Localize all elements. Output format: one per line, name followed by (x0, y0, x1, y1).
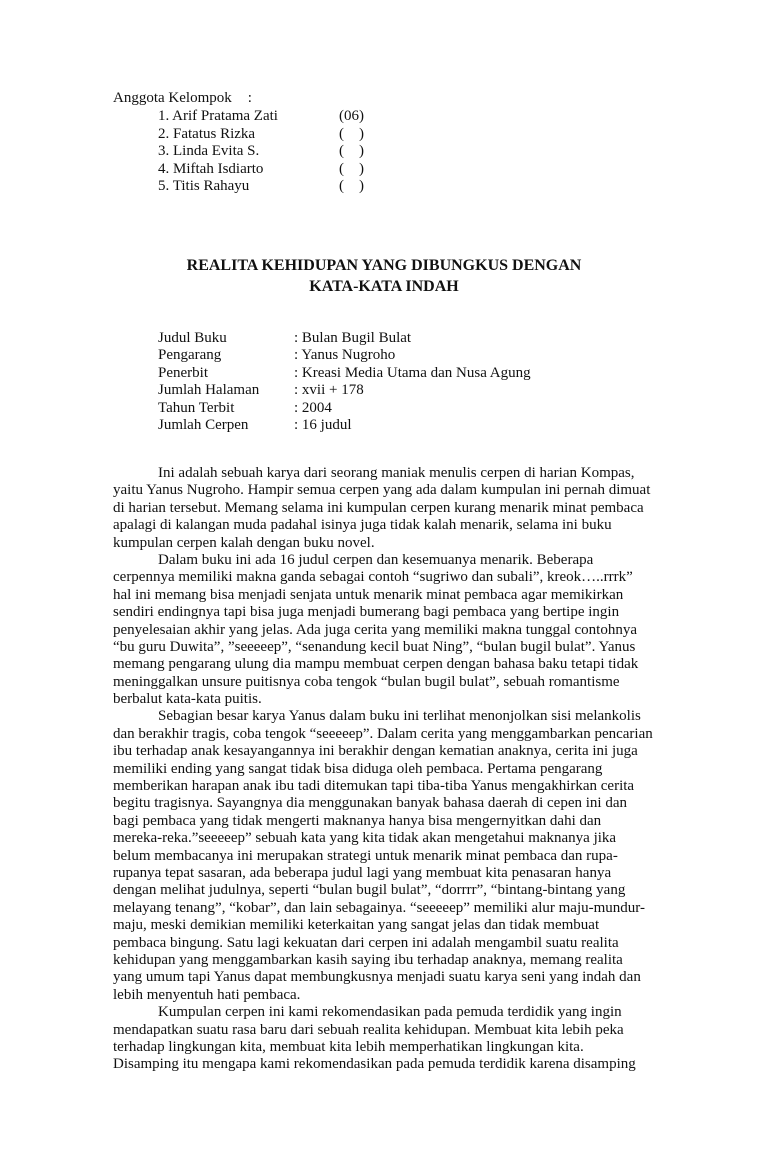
paragraph-line: kehidupan yang menggambarkan kasih saying ibu terhadap anaknya, memang realita (113, 951, 623, 968)
paragraph-line: lebih menyentuh hati pembaca. (113, 986, 301, 1003)
member-name: 1. Arif Pratama Zati (158, 108, 278, 124)
member-row (113, 108, 673, 126)
title-line-2: KATA-KATA INDAH (309, 278, 459, 295)
member-row (113, 178, 673, 196)
book-info (158, 330, 658, 434)
paragraph-line: mereka-reka.”seeeeep” sebuah kata yang kita tidak akan mengetahui maknanya jika (113, 830, 617, 847)
paragraph-line: yaitu Yanus Nugroho. Hampir semua cerpen yang ada dalam kumpulan ini pernah dimuat (113, 482, 651, 499)
paragraph-line: Dalam buku ini ada 16 judul cerpen dan kesemuanya menarik. Beberapa (158, 551, 594, 568)
info-row (158, 382, 658, 399)
member-number: ( ) (339, 125, 364, 142)
member-number: ( ) (339, 143, 364, 159)
paragraph-line: cerpennya memiliki makna ganda sebagai contoh “sugriwo dan subali”, kreok…..rrrk” (113, 569, 633, 586)
paragraph-line: ibu terhadap anak kesayangannya ini berakhir dengan kematian anaknya, cerita ini juga (113, 743, 638, 760)
paragraph-line: maju, meski demikian memiliki keterkaitan yang sangat jelas dan tidak membuat (113, 917, 600, 934)
member-name: 3. Linda Evita S. (158, 143, 260, 159)
member-name: 2. Fatatus Rizka (158, 125, 256, 142)
info-value: : 2004 (294, 399, 332, 416)
review-body (113, 465, 658, 1074)
paragraph-line: memberikan harapan anak ibu tadi ditemukan tapi tiba-tiba Yanus mengakhirkan cerita (113, 778, 635, 795)
info-row (158, 347, 658, 364)
info-value: : xvii + 178 (294, 382, 364, 399)
member-row (113, 126, 673, 144)
info-row (158, 330, 658, 347)
member-name: 4. Miftah Isdiarto (158, 160, 264, 177)
paragraph-line: sendiri endingnya tapi bisa juga menjadi bumerang bagi pembaca yang bertipe ingin (113, 604, 620, 621)
paragraph-line: Disamping itu mengapa kami rekomendasikan pada pemuda terdidik karena disamping (113, 1056, 636, 1073)
title-line-1: REALITA KEHIDUPAN YANG DIBUNGKUS DENGAN (186, 257, 582, 274)
info-row (158, 400, 658, 417)
info-label: Tahun Terbit (158, 399, 235, 416)
paragraph-line: rupanya tepat sasaran, ada beberapa judul lagi yang membuat kita penasaran hanya (113, 864, 612, 881)
paragraph-line: kumpulan cerpen kalah dengan buku novel. (113, 534, 375, 551)
paragraph-line: meninggalkan unsure puitisnya coba tengok “bulan bugil bulat”, sebuah romantisme (113, 673, 620, 690)
paragraph-line: mendapatkan suatu rasa baru dari sebuah realita kehidupan. Membuat kita lebih peka (113, 1021, 624, 1038)
info-value: : 16 judul (294, 416, 352, 433)
paragraph-line: Sebagian besar karya Yanus dalam buku ini terlihat menonjolkan sisi melankolis (158, 708, 641, 725)
paragraph-line: Ini adalah sebuah karya dari seorang maniak menulis cerpen di harian Kompas, (158, 465, 635, 481)
member-number: ( ) (339, 178, 364, 194)
member-number: (06) (339, 108, 364, 124)
info-label: Penerbit (158, 364, 208, 381)
info-row (158, 417, 658, 434)
paragraph-line: penyelesaian akhir yang jelas. Ada juga cerita yang memiliki makna tunggal contohnya (113, 621, 637, 638)
info-label: Pengarang (158, 347, 222, 364)
member-row (113, 143, 673, 161)
paragraph-line: bagi pembaca yang tidak mengerti maknanya hanya bisa mengernyitkan dahi dan (113, 812, 602, 829)
members-heading-label: Anggota Kelompok (113, 90, 232, 106)
info-row (158, 365, 658, 382)
paragraph (113, 1004, 658, 1074)
info-label: Jumlah Halaman (158, 382, 260, 399)
member-name: 5. Titis Rahayu (158, 178, 250, 194)
member-row (113, 161, 673, 179)
info-label: Judul Buku (158, 330, 227, 346)
paragraph-line: Kumpulan cerpen ini kami rekomendasikan pada pemuda terdidik yang ingin (158, 1004, 622, 1021)
paragraph-line: apalagi di kalangan muda padahal isinya juga tidak kalah menarik, selama ini buku (113, 517, 612, 534)
paragraph (113, 708, 658, 1004)
paragraph-line: memang pengarang ulung dia mampu membuat cerpen dengan bahasa baku tetapi tidak (113, 656, 639, 673)
paragraph-line: memiliki ending yang sangat tidak bisa diduga oleh pembaca. Pertama pengarang (113, 760, 603, 777)
paragraph (113, 552, 658, 709)
member-number: ( ) (339, 160, 364, 177)
document-title (113, 255, 655, 297)
paragraph-line: berbalut kata-kata puitis. (113, 691, 262, 708)
paragraph-line: terhadap lingkungan kita, membuat kita lebih memperhatikan lingkungan kita. (113, 1038, 584, 1055)
paragraph-line: hal ini memang bisa menjadi senjata untuk menarik minat pembaca agar memikirkan (113, 586, 624, 603)
paragraph-line: yang umum tapi Yanus dapat membungkusnya menjadi suatu karya seni yang indah dan (113, 969, 641, 986)
info-value: : Kreasi Media Utama dan Nusa Agung (294, 364, 531, 381)
members-heading (113, 90, 673, 108)
paragraph-line: di harian tersebut. Memang selama ini kumpulan cerpen kurang menarik minat pembaca (113, 499, 644, 516)
info-value: : Bulan Bugil Bulat (294, 330, 412, 346)
group-members (113, 90, 673, 196)
paragraph-line: melayang tenang”, “kobar”, dan lain sebagainya. “seeeeep” memiliki alur maju-mundur- (113, 899, 645, 916)
members-heading-colon: : (247, 90, 252, 106)
paragraph-line: dengan melihat judulnya, seperti “bulan bugil bulat”, “dorrrr”, “bintang-bintang yang (113, 882, 626, 899)
paragraph-line: belum membacanya ini merupakan strategi untuk menarik minat pembaca dan rupa- (113, 847, 618, 864)
paragraph-line: dan berakhir tragis, coba tengok “seeeeep”. Dalam cerita yang menggambarkan pencarian (113, 725, 653, 742)
info-value: : Yanus Nugroho (294, 347, 396, 364)
paragraph-line: pembaca bingung. Satu lagi kekuatan dari cerpen ini adalah mengambil suatu realita (113, 934, 619, 951)
paragraph-line: “bu guru Duwita”, ”seeeeep”, “senandung kecil buat Ning”, “bulan bugil bulat”. Yanus (113, 638, 636, 655)
paragraph (113, 465, 658, 552)
info-label: Jumlah Cerpen (158, 416, 249, 433)
paragraph-line: begitu tragisnya. Sayangnya dia menggunakan banyak bahasa daerah di cepen ini dan (113, 795, 627, 812)
